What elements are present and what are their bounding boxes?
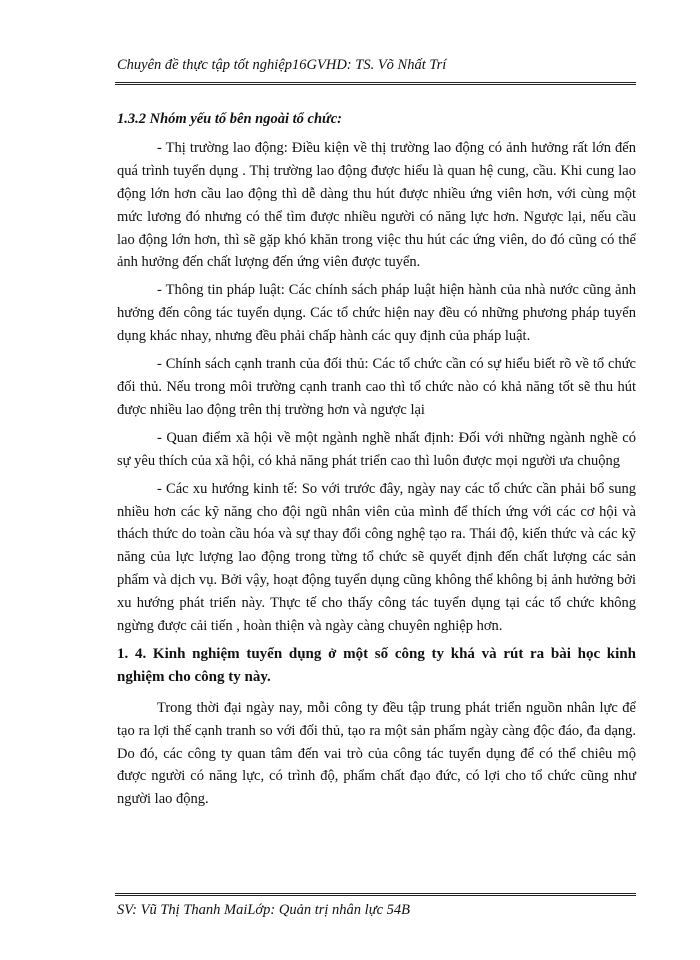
factor-legal-information: - Thông tin pháp luật: Các chính sách pháp luật hiện hành của nhà nước cũng ảnh hưởng đến công tác tuyển dụng. Các tổ chức hiện nay đều có những phương pháp tuyển dụng khác nhay, nhưng đều phải chấp hành các quy định của pháp luật. (117, 282, 636, 345)
document-body (117, 108, 636, 811)
factor-social-view: - Quan điểm xã hội về một ngành nghề nhất định: Đối với những ngành nghề có sự yêu thích của xã hội, có khả năng phát triển cao thì luôn được mọi người ưa chuộng (117, 429, 636, 469)
section-heading: 1. 4. Kinh nghiệm tuyển dụng ở một số công ty khá và rút ra bài học kinh nghiệm cho công ty này. (117, 645, 636, 685)
factor-competitor-policy: - Chính sách cạnh tranh của đối thủ: Các tổ chức cần có sự hiểu biết rõ về tổ chức đối thủ. Nếu trong môi trường cạnh tranh cao thì tổ chức nào có khả năng tốt sẽ thu hút được nhiều lao động trên thị trường hơn và ngược lại (117, 356, 636, 418)
section-subheading: 1.3.2 Nhóm yếu tố bên ngoài tổ chức: (117, 111, 342, 127)
page-header: Chuyên đề thực tập tốt nghiệp16GVHD: TS. Võ Nhất Trí (117, 57, 447, 73)
factor-labor-market: - Thị trường lao động: Điều kiện về thị trường lao động có ảnh hưởng rất lớn đến quá trình tuyển dụng . Thị trường lao động được hiểu là quan hệ cung, cầu. Khi cung lao động lớn hơn cầu lao động thì dễ dàng thu hút được nhiều ứng viên hơn, với cùng một mức lương đó nhưng có thể tìm được nhiều người có năng lực hơn. Ngược lại, nếu cầu lao động lớn hơn, thì sẽ gặp khó khăn trong việc thu hút các ứng viên, do đó cũng có thể ảnh hưởng đến chất lượng đến ứng viên được tuyển. (117, 139, 636, 271)
header-divider (115, 82, 636, 85)
footer-divider (115, 893, 636, 896)
page-footer: SV: Vũ Thị Thanh MaiLớp: Quản trị nhân lực 54B (117, 902, 411, 918)
factor-economic-trends: - Các xu hướng kinh tế: So với trước đây, ngày nay các tổ chức cần phải bổ sung nhiều hơn các kỹ năng cho đội ngũ nhân viên của mình để thích ứng với các cơ hội và thách thức do toàn cầu hóa và sự thay đổi công nghệ tạo ra. Thái độ, kiến thức và các kỹ năng của lực lượng lao động trong từng tổ chức sẽ quyết định đến chất lượng các sản phẩm và dịch vụ. Bởi vậy, hoạt động tuyển dụng cũng không thể không bị ảnh hưởng bởi xu hướng phát triển này. Thực tế cho thấy công tác tuyển dụng tại các tổ chức không ngừng được cải tiến , hoàn thiện và ngày càng chuyên nghiệp hơn. (117, 480, 636, 635)
body-paragraph: Trong thời đại ngày nay, mỗi công ty đều tập trung phát triển nguồn nhân lực để tạo ra lợi thế cạnh tranh so với đối thủ, tạo ra một sản phẩm ngày càng độc đáo, đa dạng. Do đó, các công ty quan tâm đến vai trò của công tác tuyển dụng để có thể chiêu mộ được người có năng lực, có trình độ, phẩm chất đạo đức, có lợi cho tổ chức cũng như người lao động. (117, 699, 636, 808)
